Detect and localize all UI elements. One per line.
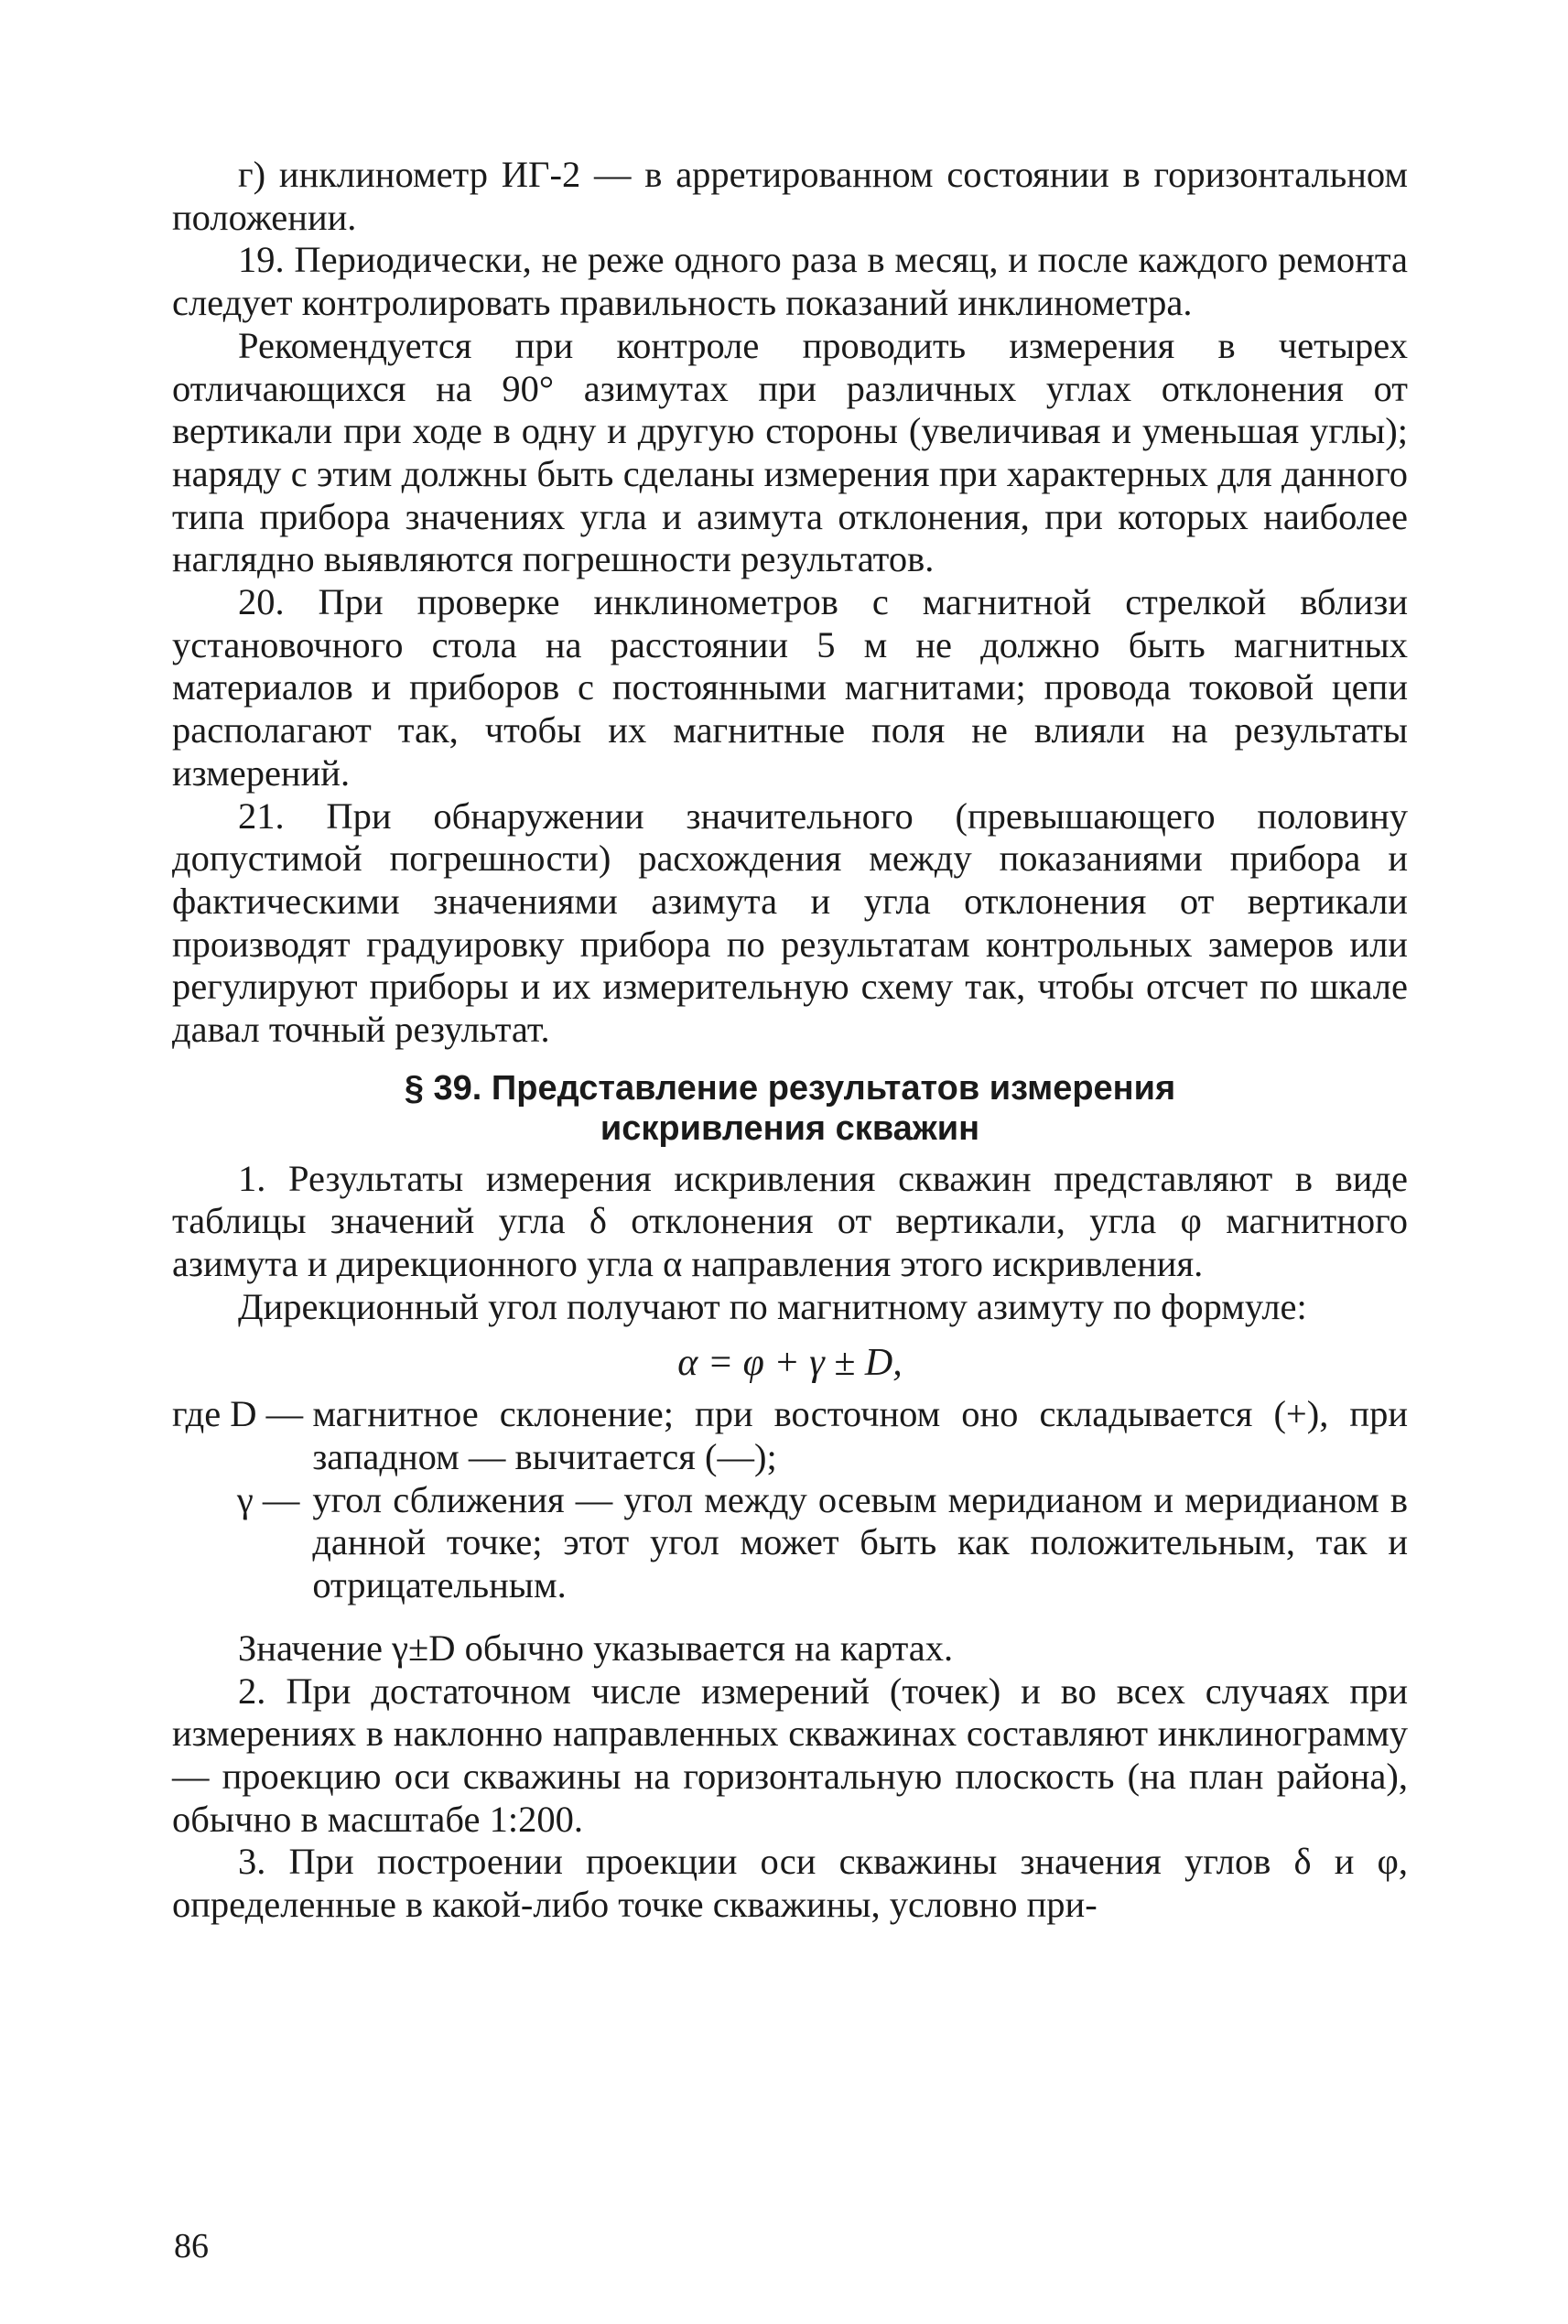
page-number: 86 xyxy=(174,2227,209,2265)
paragraph-item-21: 21. При обнаружении значительного (превышающего половину допустимой погрешности) расхождения между показаниями прибора и фактическими значениями азимута и угла отклонения от вертикали производят градуировку прибора по результатам контрольных замеров или регулируют приборы и их измерительную схему так, чтобы отсчет по шкале давал точный результат. xyxy=(172,794,1408,1051)
legend-label-gamma: γ — xyxy=(172,1478,309,1520)
formula-legend xyxy=(172,1393,1408,1607)
formula: α = φ + γ ± D, xyxy=(677,1341,903,1384)
legend-label-d: где D — xyxy=(172,1393,313,1435)
section-title-line2: искривления скважин xyxy=(600,1108,980,1148)
paragraph-sec-1: 1. Результаты измерения искривления скважин представляют в виде таблицы значений угла δ отклонения от вертикали, угла φ магнитного азимута и дирекционного угла α направления этого искривления. xyxy=(172,1157,1408,1285)
section-title-line1: § 39. Представление результатов измерения xyxy=(404,1068,1176,1108)
section-heading xyxy=(172,1068,1408,1149)
paragraph-item-19-recommendation: Рекомендуется при контроле проводить измерения в четырех отличающихся на 90° азимутах при различных углах отклонения от вертикали при ходе в одну и другую стороны (увеличивая и уменьшая углы); наряду с этим должны быть сделаны измерения при характерных для данного типа прибора значениях угла и азимута отклонения, при которых наиболее наглядно выявляются погрешности результатов. xyxy=(172,324,1408,580)
paragraph-item-19: 19. Периодически, не реже одного раза в месяц, и после каждого ремонта следует контролировать правильность показаний инклинометра. xyxy=(172,239,1408,324)
paragraph-item-g: г) инклинометр ИГ-2 — в арретированном состоянии в горизонтальном положении. xyxy=(172,154,1408,238)
paragraph-item-20: 20. При проверке инклинометров с магнитной стрелкой вблизи установочного стола на расстоянии 5 м не должно быть магнитных материалов и приборов с постоянными магнитами; провода токовой цепи располагают так, чтобы их магнитные поля не влияли на результаты измерений. xyxy=(172,581,1408,794)
paragraph-sec-3: 3. При построении проекции оси скважины значения углов δ и φ, определенные в какой-либо точке скважины, условно при- xyxy=(172,1841,1408,1926)
legend-text-d: магнитное склонение; при восточном оно складывается (+), при западном — вычитается (—); xyxy=(312,1393,1408,1477)
paragraph-note: Значение γ±D обычно указывается на картах. xyxy=(238,1627,954,1669)
legend-text-gamma: угол сближения — угол между осевым меридианом и меридианом в данной точке; этот угол может быть как положительным, так и отрицательным. xyxy=(312,1478,1408,1606)
page-body xyxy=(172,154,1408,1927)
paragraph-sec-2: 2. При достаточном числе измерений (точек) и во всех случаях при измерениях в наклонно направленных скважинах составляют инклинограмму — проекцию оси скважины на горизонтальную плоскость (на план района), обычно в масштабе 1:200. xyxy=(172,1670,1408,1840)
paragraph-sec-1-direction: Дирекционный угол получают по магнитному азимуту по формуле: xyxy=(238,1285,1307,1327)
